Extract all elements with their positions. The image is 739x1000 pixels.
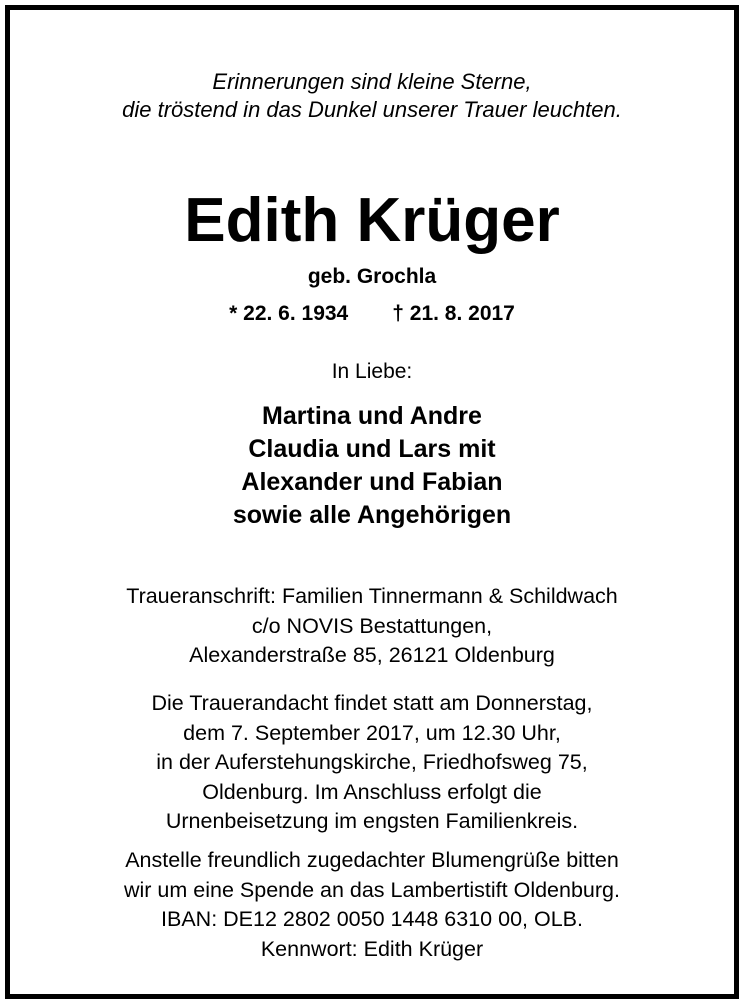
service-line: Oldenburg. Im Anschluss erfolgt die <box>202 779 542 804</box>
service-line: dem 7. September 2017, um 12.30 Uhr, <box>183 720 561 745</box>
mourner-line: Martina und Andre <box>262 402 482 430</box>
donation-line: IBAN: DE12 2802 0050 1448 6310 00, OLB. <box>161 907 583 931</box>
life-dates <box>10 300 734 328</box>
address-line: Alexanderstraße 85, 26121 Oldenburg <box>189 643 555 667</box>
donation-line: wir um eine Spende an das Lambertistift Oldenburg. <box>124 877 620 902</box>
mourner-line: Alexander und Fabian <box>241 468 503 496</box>
memorial-verse <box>10 68 734 124</box>
address-line: c/o NOVIS Bestattungen, <box>251 613 493 638</box>
service-line: in der Auferstehungskirche, Friedhofsweg 75, <box>156 750 588 774</box>
service-info <box>10 689 734 837</box>
obituary-frame <box>5 5 739 999</box>
in-love-label: In Liebe: <box>331 360 413 383</box>
death-date: † 21. 8. 2017 <box>392 302 515 325</box>
verse-line: Erinnerungen sind kleine Sterne, <box>212 69 532 94</box>
donation-line: Anstelle freundlich zugedachter Blumengrüße bitten <box>125 848 619 872</box>
address-line: Traueranschrift: Familien Tinnermann & Schildwach <box>126 584 618 608</box>
service-line: Die Trauerandacht findet statt am Donnerstag, <box>151 691 593 715</box>
service-line: Urnenbeisetzung im engsten Familienkreis. <box>165 809 579 833</box>
mourners-list <box>10 400 734 532</box>
maiden-name: geb. Grochla <box>307 265 437 288</box>
birth-date: * 22. 6. 1934 <box>229 302 349 325</box>
mourning-address <box>10 582 734 671</box>
mourner-line: sowie alle Angehörigen <box>232 501 512 529</box>
deceased-name: Edith Krüger <box>184 186 560 255</box>
donation-info <box>10 846 734 964</box>
mourner-line: Claudia und Lars mit <box>248 435 496 463</box>
verse-line: die tröstend in das Dunkel unserer Trauer leuchten. <box>122 97 622 122</box>
donation-line: Kennwort: Edith Krüger <box>260 936 484 961</box>
